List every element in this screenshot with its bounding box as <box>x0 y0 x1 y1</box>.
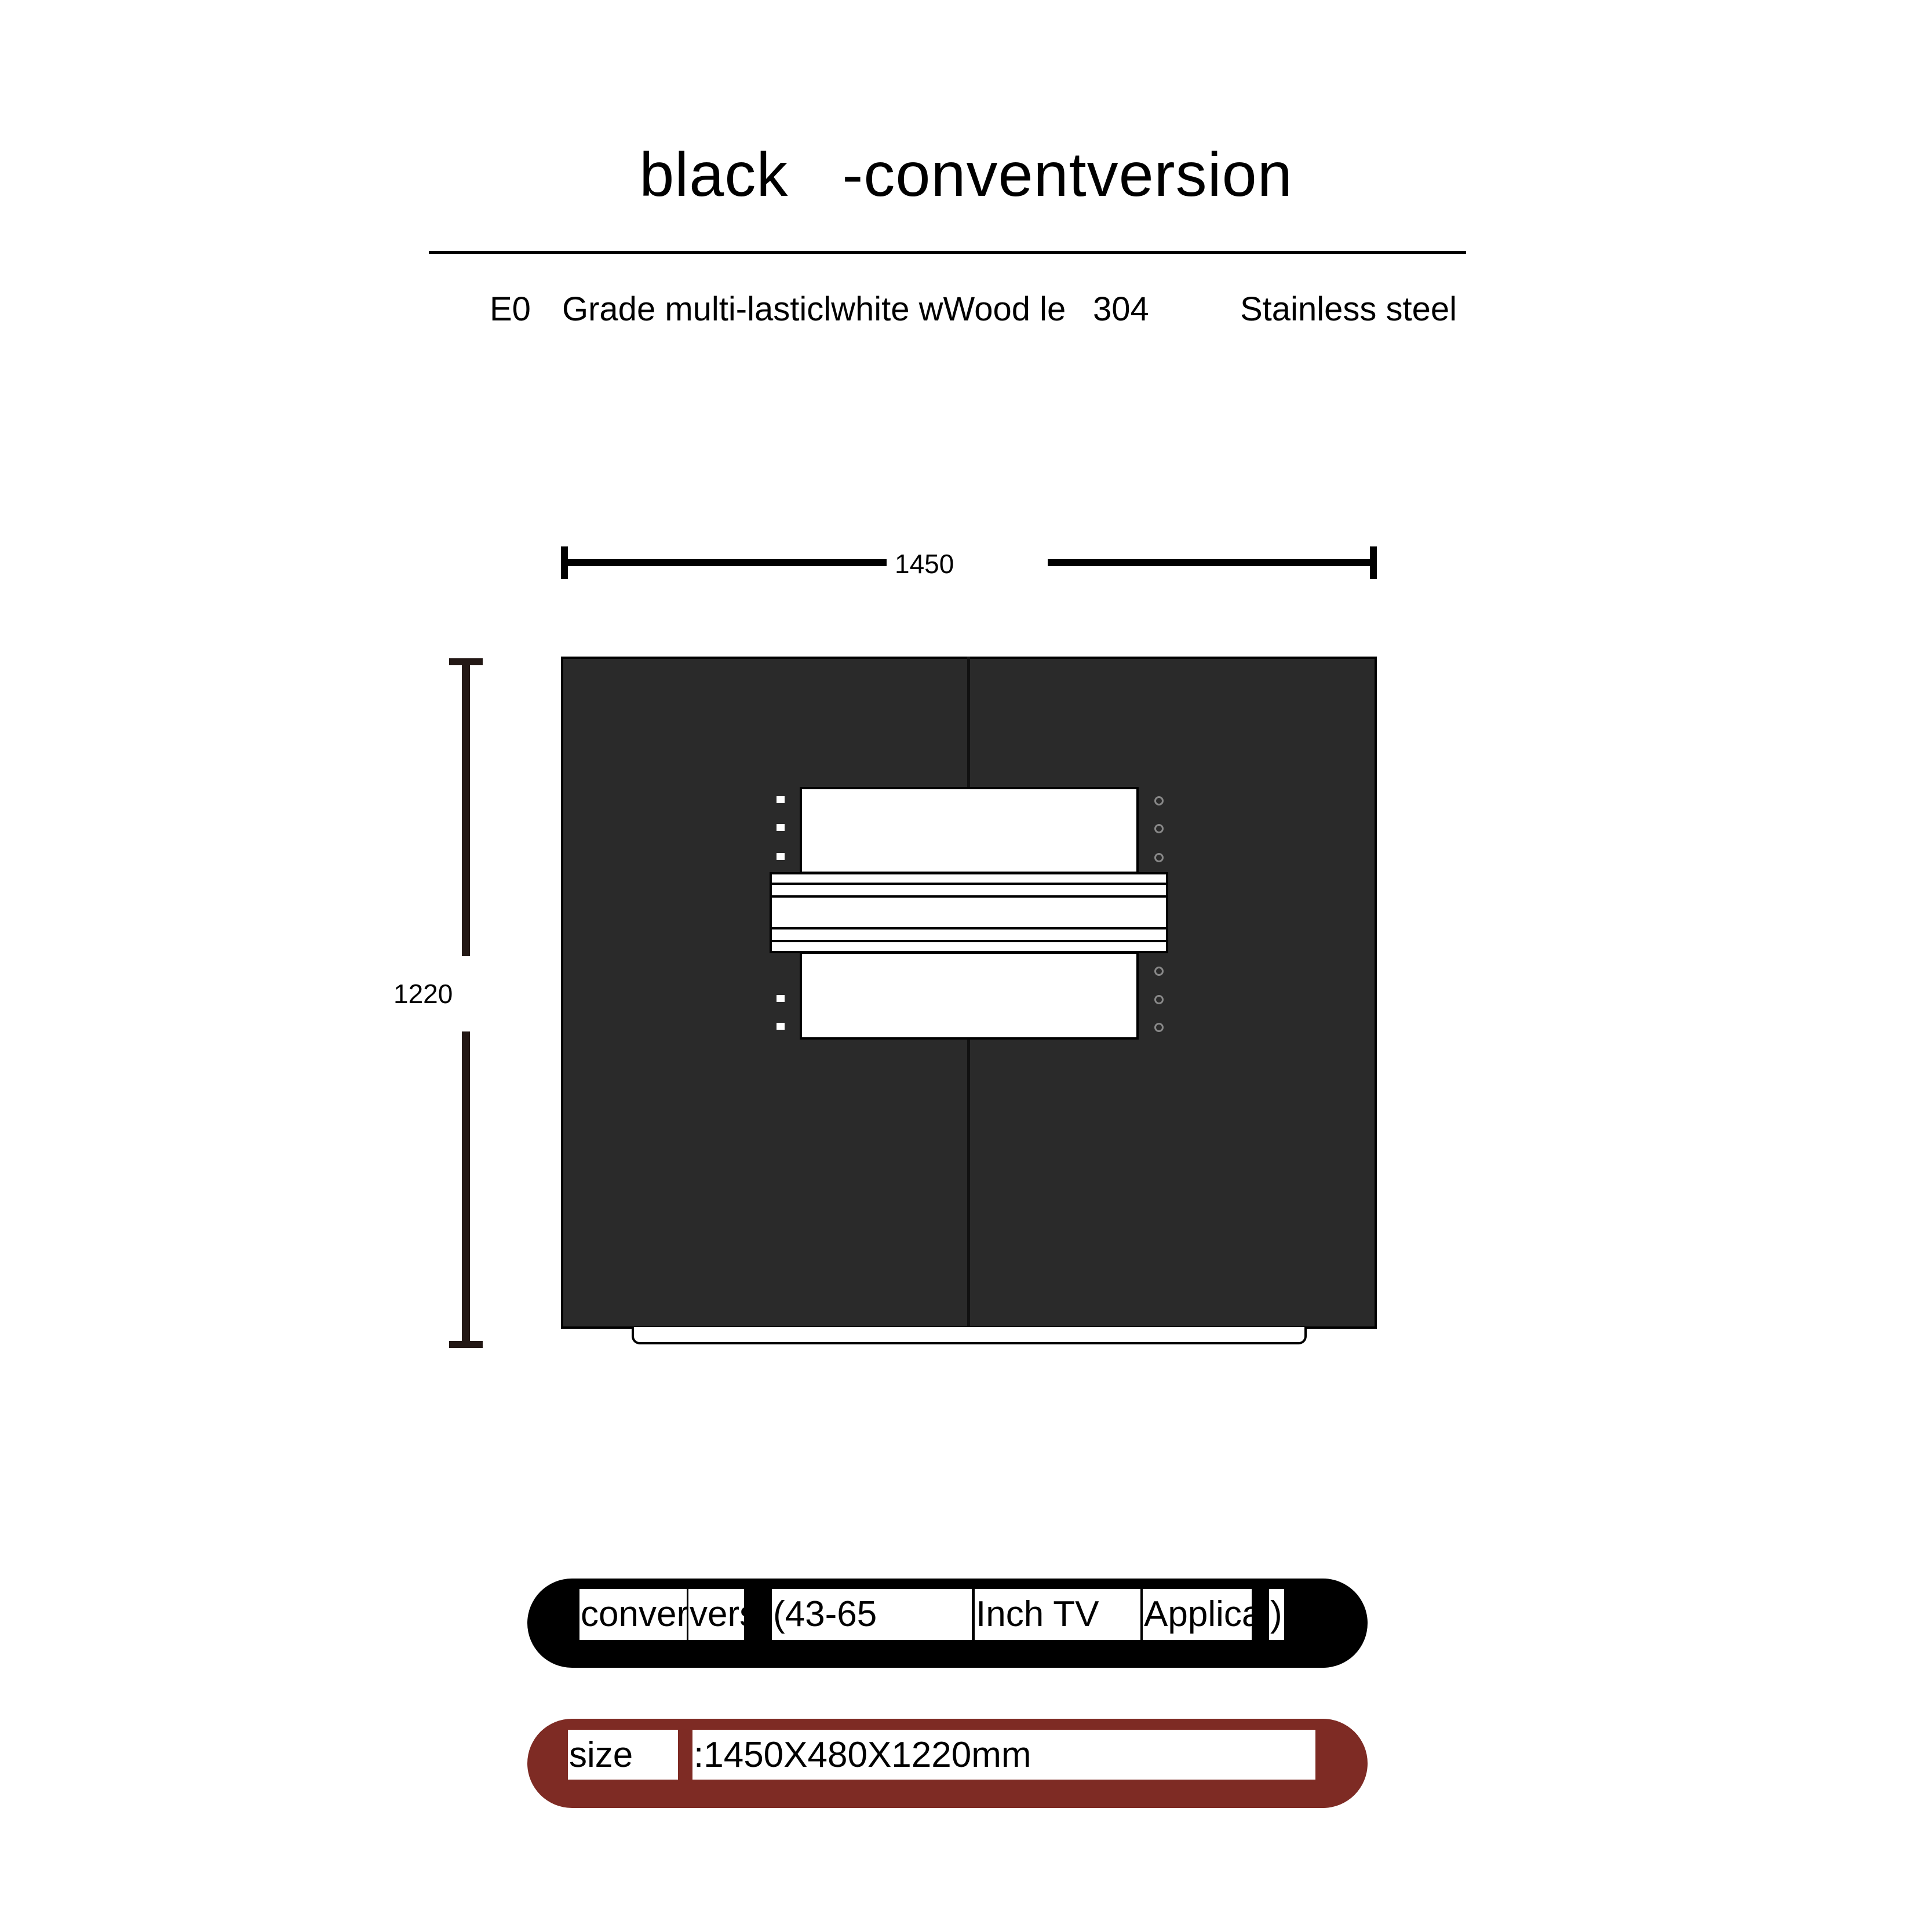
mount-hole <box>1154 796 1164 805</box>
bracket-rail-line <box>772 927 1166 929</box>
spec-cell: versi <box>688 1589 744 1640</box>
title-divider <box>429 251 1466 254</box>
mount-hole <box>1154 853 1164 862</box>
spec-cell: Inch TV <box>975 1589 1140 1640</box>
bracket-rail-line <box>772 940 1166 942</box>
mount-plate-bottom <box>800 952 1139 1040</box>
mount-hole <box>1154 995 1164 1004</box>
material-steel: Stainless steel <box>1240 290 1457 328</box>
mount-plate-top <box>800 787 1139 874</box>
spec-cell: conver <box>579 1589 687 1640</box>
material-board: Grade multi-lasticlwhite wWood le <box>562 290 1066 328</box>
height-dimension-label: 1220 <box>385 956 541 1031</box>
mount-hole <box>1154 824 1164 833</box>
mount-hole <box>777 853 785 860</box>
mount-hole <box>777 995 785 1002</box>
spec-cell: Applica <box>1143 1589 1252 1640</box>
cabinet-base-rail <box>632 1327 1307 1344</box>
size-value: :1450X480X1220mm <box>692 1730 1315 1780</box>
mount-hole <box>777 796 785 803</box>
mount-hole <box>777 824 785 831</box>
page-title: black -conventversion <box>639 139 1293 209</box>
spec-cell: (43-65 <box>772 1589 972 1640</box>
width-dimension-label: 1450 <box>887 545 1048 583</box>
width-dimension-cap-right <box>1370 546 1377 579</box>
width-dimension-cap-left <box>561 546 568 579</box>
mount-hole <box>777 1023 785 1030</box>
size-label: size <box>568 1730 678 1780</box>
mount-hole <box>1154 1023 1164 1032</box>
height-dimension-cap-top <box>449 658 483 665</box>
mount-hole <box>1154 967 1164 976</box>
height-dimension-cap-bottom <box>449 1341 483 1348</box>
bracket-rail-line <box>772 895 1166 898</box>
spec-cell: ) <box>1269 1589 1284 1640</box>
material-grade-304: 304 <box>1093 290 1149 328</box>
bracket-rail-line <box>772 883 1166 885</box>
material-e0: E0 <box>490 290 531 328</box>
